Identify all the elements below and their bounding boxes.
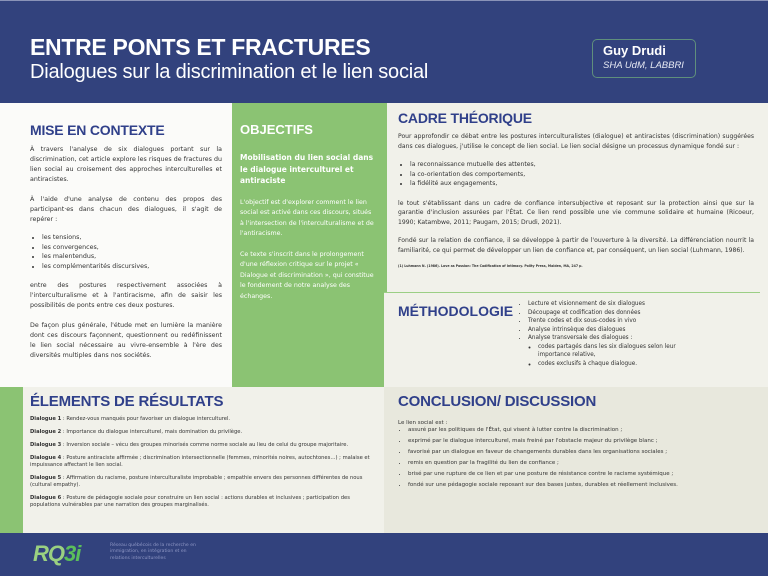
poster-footer xyxy=(0,533,768,576)
list-item xyxy=(528,334,708,368)
context-section xyxy=(0,103,232,387)
methodology-list xyxy=(528,300,708,368)
dialogue-label: Dialogue 5 xyxy=(30,475,62,481)
rq3i-logo xyxy=(33,541,80,567)
objectives-paragraph: L'objectif est d'explorer comment le lien social est activé dans ces discours, situés à l'intersection de l'interculturalisme et de l'antiracisme. xyxy=(240,198,374,237)
methodology-sublist xyxy=(538,343,708,369)
framework-heading: CADRE THÉORIQUE xyxy=(398,110,532,126)
results-green-strip xyxy=(0,387,23,533)
list-item-text: Analyse transversale des dialogues : xyxy=(528,335,633,341)
sublist-item: ◦ codes partagés dans les six dialogues selon leur importance relative, xyxy=(538,343,708,360)
context-paragraph: entre des postures respectivement associées à l'interculturalisme et à l'antiracisme, afin de saisir les possibilités de ponts entre ces deux postures. xyxy=(30,282,222,309)
author-name: Guy Drudi xyxy=(603,43,666,58)
list-item: • les malentendus, xyxy=(42,252,222,262)
list-item: • exprimé par le dialogue interculturel, mais freiné par l'obstacle majeur du privilège blanc ; xyxy=(408,438,708,445)
dialogue-label: Dialogue 2 xyxy=(30,429,62,435)
context-paragraph: De façon plus générale, l'étude met en lumière la manière dont ces discours façonnent, questionnent ou redéfinissent le lien social nécessaire au vivre-ensemble à l'ère des diversités multiples dans nos sociétés. xyxy=(30,322,222,359)
dialogue-label: Dialogue 3 xyxy=(30,442,62,448)
list-item: • la fidélité aux engagements, xyxy=(410,179,754,189)
logo-part: 3i xyxy=(64,541,81,566)
list-item: • Trente codes et dix sous-codes in vivo xyxy=(528,317,708,326)
poster-header xyxy=(0,0,768,103)
dialogue-result xyxy=(30,429,372,436)
methodology-section xyxy=(384,293,768,387)
methodology-heading: MÉTHODOLOGIE xyxy=(398,303,514,319)
list-item: • remis en question par la fragilité du lien de confiance ; xyxy=(408,460,708,467)
results-section xyxy=(23,387,384,533)
logo-part: RQ xyxy=(33,541,64,566)
list-item: • brisé par une rupture de ce lien et par une posture de résistance contre le racisme systémique ; xyxy=(408,471,708,478)
dialogue-text: : Importance du dialogue interculturel, mais domination du privilège. xyxy=(61,429,243,435)
framework-paragraph: Pour approfondir ce débat entre les postures interculturalistes (dialogue) et antiracistes (discrimination) suggérées dans ces dialogues, j'utilise le concept de lien social. Le lien social désigne un processus dynamique fondé sur : xyxy=(398,133,754,150)
author-box xyxy=(592,39,696,78)
objectives-paragraph: Ce texte s'inscrit dans le prolongement d'une réflexion critique sur le projet « Dialogue et discrimination », qui constitue le fondement de notre analyse des échanges. xyxy=(240,250,374,300)
dialogue-result xyxy=(30,442,372,449)
dialogue-result xyxy=(30,495,372,509)
list-item: • les tensions, xyxy=(42,233,222,243)
framework-section xyxy=(384,103,768,290)
framework-footnote: (1) Luhmann N. (1986). Love as Passion: The Codification of Intimacy. Polity Press, Malden, MA, 247 p. xyxy=(398,264,583,268)
objectives-subheading: Mobilisation du lien social dans le dialogue interculturel et antiraciste xyxy=(240,153,374,185)
poster-subtitle: Dialogues sur la discrimination et le lien social xyxy=(30,61,429,83)
objectives-section xyxy=(232,103,384,387)
author-affiliation: SHA UdM, LABBRI xyxy=(603,60,684,71)
conclusion-heading: CONCLUSION/ DISCUSSION xyxy=(398,393,597,410)
dialogue-text: : Affirmation du racisme, posture interculturaliste improbable ; empathie envers des personnes différentes de nous (cultural empathy). xyxy=(30,475,363,488)
list-item: • les complémentarités discursives, xyxy=(42,262,222,272)
framework-list xyxy=(410,160,754,189)
conclusion-lead: Le lien social est : xyxy=(398,420,448,426)
logo-text: Réseau québécois de la recherche en immigration, en intégration et en relations interculturelles xyxy=(110,543,196,561)
framework-paragraph: le tout s'établissant dans un cadre de confiance intersubjective et reposant sur la protection ainsi que sur la garantie d'inclusion assurées par l'État. Ce lien rend possible une vie commune solidaire et humaine (Ricoeur, 1990; Katambwe, 2011; Paugam, 2015; Drudi, 2021). xyxy=(398,199,754,226)
list-item: • fondé sur une pédagogie sociale reposant sur des bases justes, durables et réellement inclusives. xyxy=(408,482,708,489)
dialogue-text: : Posture de pédagogie sociale pour construire un lien social : actions durables et inclusives ; participation des populations vulnérables par une narration des groupes marginalisés. xyxy=(30,495,350,508)
list-item: • favorisé par un dialogue en faveur de changements durables dans les organisations sociales ; xyxy=(408,449,708,456)
dialogue-result xyxy=(30,475,372,489)
objectives-heading: OBJECTIFS xyxy=(240,122,313,137)
dialogue-result xyxy=(30,455,372,469)
list-item: • Lecture et visionnement de six dialogues xyxy=(528,300,708,309)
conclusion-section xyxy=(384,387,768,533)
dialogue-label: Dialogue 4 xyxy=(30,455,62,461)
conclusion-list xyxy=(408,427,708,489)
list-item: • Analyse intrinsèque des dialogues xyxy=(528,326,708,335)
results-heading: ÉLEMENTS DE RÉSULTATS xyxy=(30,393,224,410)
list-item: • Découpage et codification des données xyxy=(528,309,708,318)
context-list xyxy=(42,233,222,271)
dialogue-text: : Rendez-vous manqués pour favoriser un dialogue interculturel. xyxy=(61,416,231,422)
context-paragraph: À l'aide d'une analyse de contenu des propos des participant·es dans chacun des dialogues, il s'agit de repérer : xyxy=(30,196,222,223)
dialogue-text: : Posture antiraciste affirmée ; discrimination intersectionnelle (femmes, minorités noires, autochtones…) ; malaise et impuissance affectant le lien social. xyxy=(30,455,370,468)
framework-paragraph: Fondé sur la relation de confiance, il se développe à partir de l'ouverture à la diversité. La différenciation nourrit la familiarité, ce qui permet de développer un lien de confiance et, par conséquent, un lien social (Luhmann, 1986). xyxy=(398,237,754,254)
context-heading: MISE EN CONTEXTE xyxy=(30,122,165,138)
list-item: • la co-orientation des comportements, xyxy=(410,170,754,180)
dialogue-result xyxy=(30,416,372,423)
sublist-item: ◦ codes exclusifs à chaque dialogue. xyxy=(538,360,708,369)
poster-title: ENTRE PONTS ET FRACTURES xyxy=(30,34,371,60)
context-paragraph: À travers l'analyse de six dialogues portant sur la discrimination, cet article explore les risques de fractures du lien social au croisement des approches interculturelles et antiracistes. xyxy=(30,146,222,183)
dialogue-label: Dialogue 1 xyxy=(30,416,62,422)
dialogue-text: : Inversion sociale – vécu des groupes minorisés comme norme sociale au lieu de celui du groupe majoritaire. xyxy=(61,442,349,448)
list-item: • assuré par les politiques de l'État, qui visent à lutter contre la discrimination ; xyxy=(408,427,708,434)
list-item: • la reconnaissance mutuelle des attentes, xyxy=(410,160,754,170)
dialogue-label: Dialogue 6 xyxy=(30,495,62,501)
list-item: • les convergences, xyxy=(42,243,222,253)
